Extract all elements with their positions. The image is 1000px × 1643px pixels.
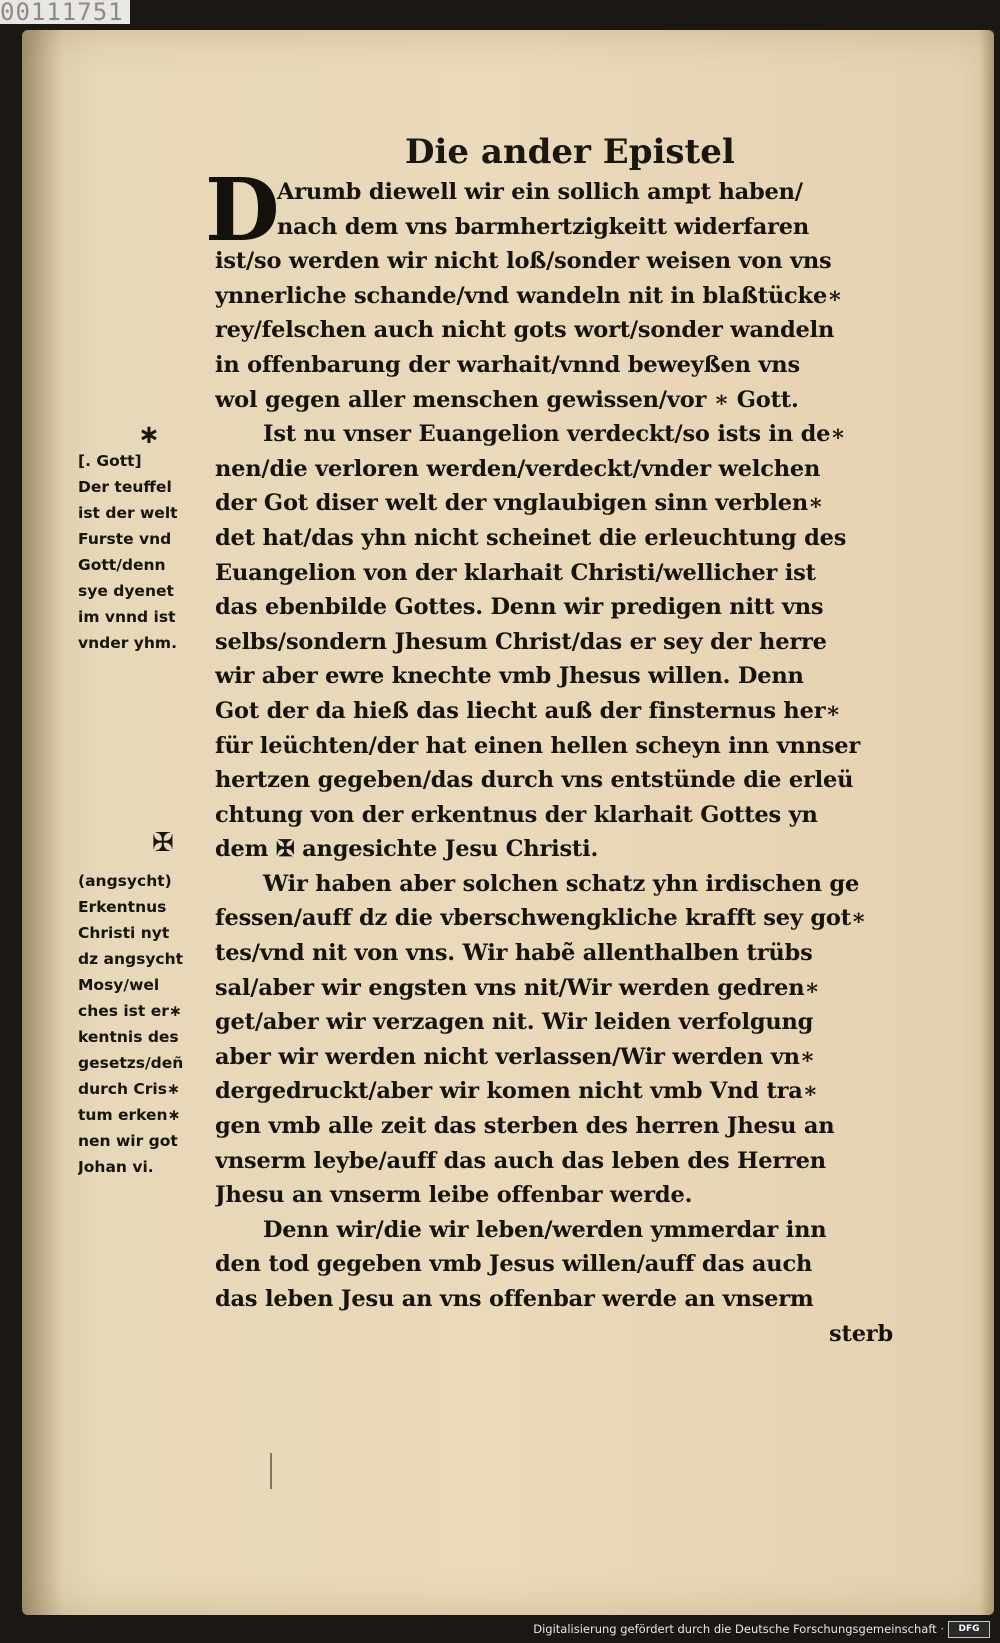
asterisk-note-mark: ∗ [138, 420, 160, 450]
dfg-logo: DFG [948, 1621, 990, 1638]
text-line: rey/felschen auch nicht gots wort/sonder wandeln [215, 317, 835, 344]
margin-note-line: Gott/denn [78, 556, 166, 574]
margin-note-2 [78, 868, 213, 1180]
text-line: den tod gegeben vmb Jesus willen/auff das auch [215, 1251, 813, 1278]
cross-note-mark: ✠ [152, 828, 174, 858]
margin-note-line: Johan vi. [78, 1158, 154, 1176]
text-line: aber wir werden nicht verlassen/Wir werden vn∗ [215, 1043, 816, 1070]
drop-cap-initial: D [205, 160, 280, 261]
digitization-credit: Digitalisierung gefördert durch die Deutsche Forschungsgemeinschaft · [533, 1622, 944, 1636]
margin-note-line: Christi nyt [78, 924, 170, 942]
text-line: Jhesu an vnserm leibe offenbar werde. [215, 1182, 693, 1209]
text-line: dergedruckt/aber wir komen nicht vmb Vnd tra∗ [215, 1078, 819, 1105]
text-line: Ist nu vnser Euangelion verdeckt/so ists in de∗ [263, 421, 846, 448]
text-line: hertzen gegeben/das durch vns entstünde die erleü [215, 767, 854, 794]
margin-note-1 [78, 448, 213, 656]
text-line: für leüchten/der hat einen hellen scheyn inn vnnser [215, 732, 861, 759]
margin-note-line: Der teuffel [78, 478, 172, 496]
text-line: vnserm leybe/auff das auch das leben des Herren [215, 1147, 826, 1174]
margin-note-line: ist der welt [78, 504, 178, 522]
margin-note-line: gesetzs/deñ [78, 1054, 184, 1072]
main-text-block [215, 175, 905, 1351]
text-line: ynnerliche schande/vnd wandeln nit in blaßtücke∗ [215, 282, 843, 309]
text-line: nen/die verloren werden/verdeckt/vnder welchen [215, 455, 821, 482]
margin-note-line: im vnnd ist [78, 608, 176, 626]
text-line: in offenbarung der warhait/vnnd beweyßen vns [215, 351, 800, 378]
page-heading: Die ander Epistel [405, 132, 735, 172]
margin-note-line: (angsycht) [78, 872, 172, 890]
scan-id-label: 00111751 [0, 0, 130, 24]
margin-note-line: kentnis des [78, 1028, 179, 1046]
text-line: gen vmb alle zeit das sterben des herren Jhesu an [215, 1113, 835, 1140]
text-line: ist/so werden wir nicht loß/sonder weisen von vns [215, 248, 832, 275]
text-line: tes/vnd nit von vns. Wir habẽ allenthalben trübs [215, 940, 813, 967]
margin-note-line: durch Cris∗ [78, 1080, 180, 1098]
text-line: chtung von der erkentnus der klarhait Gottes yn [215, 801, 818, 828]
text-line: Arumb diewell wir ein sollich ampt haben/ [277, 179, 803, 205]
text-line: fessen/auff dz die vberschwengkliche krafft sey got∗ [215, 905, 867, 932]
margin-note-line: Mosy/wel [78, 976, 160, 994]
text-line: Wir haben aber solchen schatz yhn irdischen ge [263, 870, 860, 897]
text-line: das ebenbilde Gottes. Denn wir predigen nitt vns [215, 594, 824, 621]
text-line: wol gegen aller menschen gewissen/vor ∗ Gott. [215, 386, 799, 413]
text-line: das leben Jesu an vns offenbar werde an vnserm [215, 1286, 814, 1312]
ink-mark [270, 1453, 272, 1489]
margin-note-line: sye dyenet [78, 582, 174, 600]
text-line: selbs/sondern Jhesum Christ/das er sey der herre [215, 628, 827, 655]
text-line: Euangelion von der klarhait Christi/wellicher ist [215, 559, 816, 586]
text-line: sal/aber wir engsten vns nit/Wir werden gedren∗ [215, 974, 820, 1001]
text-line: wir aber ewre knechte vmb Jhesus willen. Denn [215, 663, 804, 690]
text-line: der Got diser welt der vnglaubigen sinn verblen∗ [215, 490, 824, 517]
margin-note-line: vnder yhm. [78, 634, 177, 652]
margin-note-line: [. Gott] [78, 452, 142, 470]
text-line: Denn wir/die wir leben/werden ymmerdar inn [263, 1216, 827, 1243]
text-line: det hat/das yhn nicht scheinet die erleuchtung des [215, 524, 847, 551]
text-line: dem ✠ angesichte Jesu Christi. [215, 836, 599, 863]
margin-note-line: tum erken∗ [78, 1106, 181, 1124]
margin-note-line: dz angsycht [78, 950, 184, 968]
text-line: Got der da hieß das liecht auß der finsternus her∗ [215, 697, 841, 724]
margin-note-line: Furste vnd [78, 530, 172, 548]
margin-note-line: nen wir got [78, 1132, 178, 1150]
catchword: sterb [829, 1320, 893, 1347]
text-line: nach dem vns barmhertzigkeitt widerfaren [277, 213, 810, 240]
margin-note-line: Erkentnus [78, 898, 167, 916]
margin-note-line: ches ist er∗ [78, 1002, 182, 1020]
text-line: get/aber wir verzagen nit. Wir leiden verfolgung [215, 1009, 814, 1036]
